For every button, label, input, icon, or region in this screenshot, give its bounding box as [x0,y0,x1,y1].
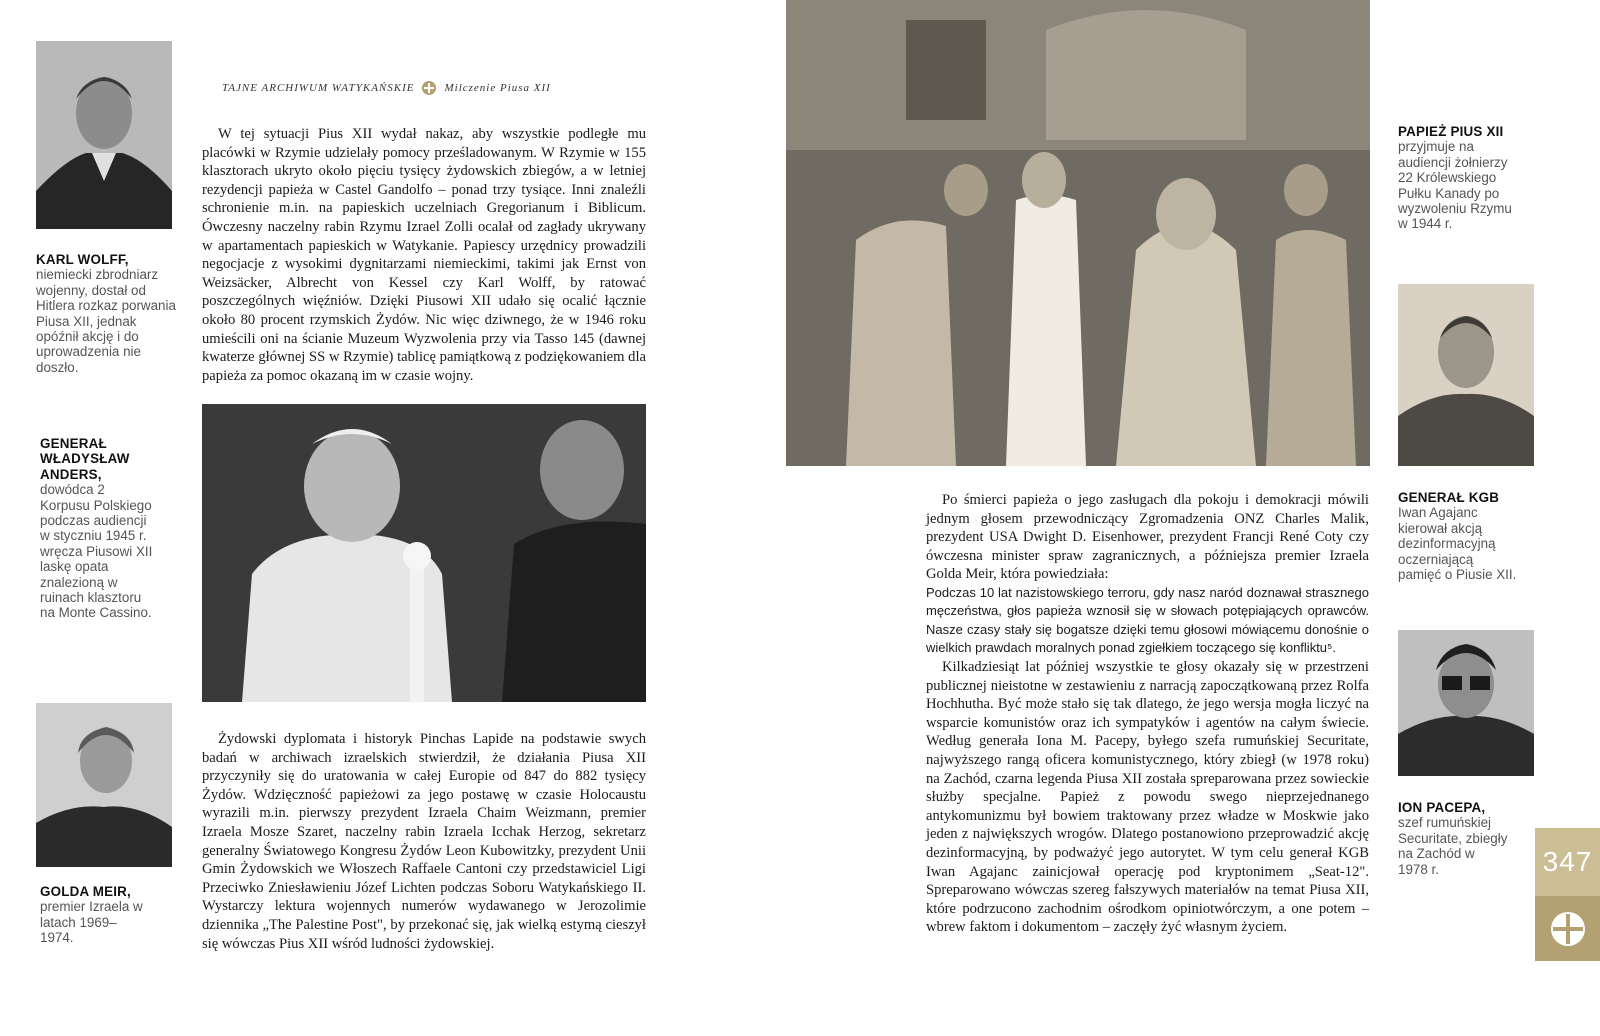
pius-anders-photo [202,404,646,702]
caption-title: KARL WOLFF, [36,252,129,267]
caption-text: Iwan Agajanc kierował akcją dezinformacyjną oczerniającą pamięć o Piusie XII. [1398,505,1517,583]
caption-text: szef rumuńskiej Securitate, zbiegły na Zachód w 1978 r. [1398,815,1508,877]
golda-meir-caption [40,884,150,946]
pius-soldiers-caption [1398,124,1518,232]
cross-emblem-icon [1548,909,1588,949]
caption-title: GOLDA MEIR, [40,884,131,899]
caption-title: PAPIEŻ PIUS XII [1398,124,1504,139]
running-header-chapter-title: Milczenie Piusa XII [444,82,551,94]
karl-wolff-caption [36,252,176,375]
kgb-general-caption [1398,490,1518,582]
caption-title: ION PACEPA, [1398,800,1486,815]
left-column-bottom-text [202,730,646,953]
anders-caption [40,436,158,621]
ion-pacepa-photo [1398,630,1534,776]
caption-text: niemiecki zbrodniarz wojenny, dostał od Hitlera rozkaz porwania Piusa XII, jednak opóźnił akcję i do uprowadzenia nie doszło. [36,267,176,375]
paragraph: Żydowski dyplomata i historyk Pinchas Lapide na podstawie swych badań w archiwach izraelskich stwierdził, że działania Piusa XII przyczyniły się do uratowania w całej Europie od 847 do 882 tysięcy Żydów. Wdzięczność papieżowi za jego postawę w czasie Holocaustu wyrazili m.in. pierwszy prezydent Izraela Chaim Weizmann, premier Izraela Mosze Szaret, naczelny rabin Izraela Icchak Herzog, sekretarz generalny Światowego Kongresu Żydów Leon Kubowitzky, prezydent Unii Gmin Żydowskich we Włoszech Raffaele Cantoni czy przedstawiciel Ligi Przeciwko Zniesławieniu Józef Lichten podczas Soboru Watykańskiego II. Wystarczy lektura wojennych numerów wydawanego w Jerozolimie dziennika „The Palestine Post", by przekonać się, jak wielką estymą cieszył się wówczas Pius XII wśród ludności żydowskiej. [202,731,646,952]
caption-title: GENERAŁ WŁADYSŁAW ANDERS, [40,436,130,482]
caption-title: GENERAŁ KGB [1398,490,1500,505]
kgb-general-photo [1398,284,1534,466]
cross-emblem-icon [422,81,436,95]
right-column-text [926,491,1369,937]
paragraph: Kilkadziesiąt lat później wszystkie te głosy okazały się w przestrzeni publicznej nieistotne w zestawieniu z narracją zapoczątkowaną przez Rolfa Hochhutha. Być może stało się tak dlatego, że jego wersja mogła liczyć na wsparcie komunistów oraz ich sympatyków i agentów na całym świecie. Według generała Iona M. Pacepy, byłego szefa rumuńskiej Securitate, najwyższego rangą oficera komunistycznego, który zbiegł (w 1978 roku) na Zachód, czarna legenda Piusa XII została spreparowana przez sowieckie służby specjalne. Papież z powodu swego nieprzejednanego antykomunizmu był bowiem traktowany przez władze w Moskwie jako jeden z największych wrogów. Dlatego postanowiono przeprowadzić akcję dezinformacyjną, by podważyć jego autorytet. W tym celu generał KGB Iwan Agajanc zainicjował operację pod kryptonimem „Seat-12". Spreparowano wówczas szereg fałszywych materiałów na temat Piusa XII, które podrzucono zachodnim ośrodkom opiniotwórczym, a one potem – wbrew faktom i dokumentom – zaczęły żyć własnym życiem. [926,658,1369,936]
running-header-book-title: TAJNE ARCHIWUM WATYKAŃSKIE [222,82,415,94]
karl-wolff-photo [36,41,172,229]
caption-text: przyjmuje na audiencji żołnierzy 22 Królewskiego Pułku Kanady po wyzwoleniu Rzymu w 1944 r. [1398,139,1512,232]
left-column-top-text [202,125,646,385]
pius-canadian-soldiers-photo [786,0,1370,466]
page-number: 347 [1535,828,1600,896]
caption-text: premier Izraela w latach 1969–1974. [40,899,143,946]
ion-pacepa-caption [1398,800,1508,877]
cross-emblem-box [1535,896,1600,961]
paragraph: W tej sytuacji Pius XII wydał nakaz, aby wszystkie podległe mu placówki w Rzymie udzielały pomocy prześladowanym. W Rzymie w 155 klasztorach ukryto około pięciu tysięcy żydowskich zbiegów, a w letniej rezydencji papieża w Castel Gandolfo – ponad trzy tysiące. Inni znaleźli schronienie m.in. na papieskich uczelniach Gregorianum i Biblicum. Ówczesny naczelny rabin Rzymu Izrael Zolli ocalał od zagłady ukrywany w apartamentach papieskich w Watykanie. Papiescy urzędnicy prowadzili negocjacje z wysokimi dygnitarzami niemieckimi, takimi jak Ernst von Weizsäcker, Albrecht von Kessel czy Karl Wolff, by ratować poszczególnych więźniów. Dzięki Piusowi XII udało się ocalić łącznie około 80 procent rzymskich Żydów. Nic więc dziwnego, że w 1946 roku umieścili oni na ścianie Muzeum Wyzwolenia przy via Tasso 145 (dawnej kwaterze głównej SS w Rzymie) tablicę pamiątkową z podziękowaniem dla papieża za pomoc okazaną im w czasie wojny. [202,126,646,384]
golda-meir-photo [36,703,172,867]
golda-meir-quote: Podczas 10 lat nazistowskiego terroru, gdy nasz naród doznawał strasznego męczeństwa, głos papieża wznosił się w słowach potępiających oprawców. Nasze czasy stały się bogatsze dzięki temu głosowi mówiącemu donośnie o wielkich prawdach moralnych ponad zgiełkiem toczącego się konfliktu⁵. [926,584,1369,656]
running-header [222,80,642,96]
caption-text: dowódca 2 Korpusu Polskiego podczas audiencji w styczniu 1945 r. wręcza Piusowi XII laskę opata znalezioną w ruinach klasztoru na Monte Cassino. [40,482,153,621]
paragraph: Po śmierci papieża o jego zasługach dla pokoju i demokracji mówili jednym głosem przewodniczący Zgromadzenia ONZ Charles Malik, prezydent USA Dwight D. Eisenhower, prezydent Francji René Coty czy ówczesna minister spraw zagranicznych, a późniejsza premier Izraela Golda Meir, która powiedziała: [926,492,1369,583]
